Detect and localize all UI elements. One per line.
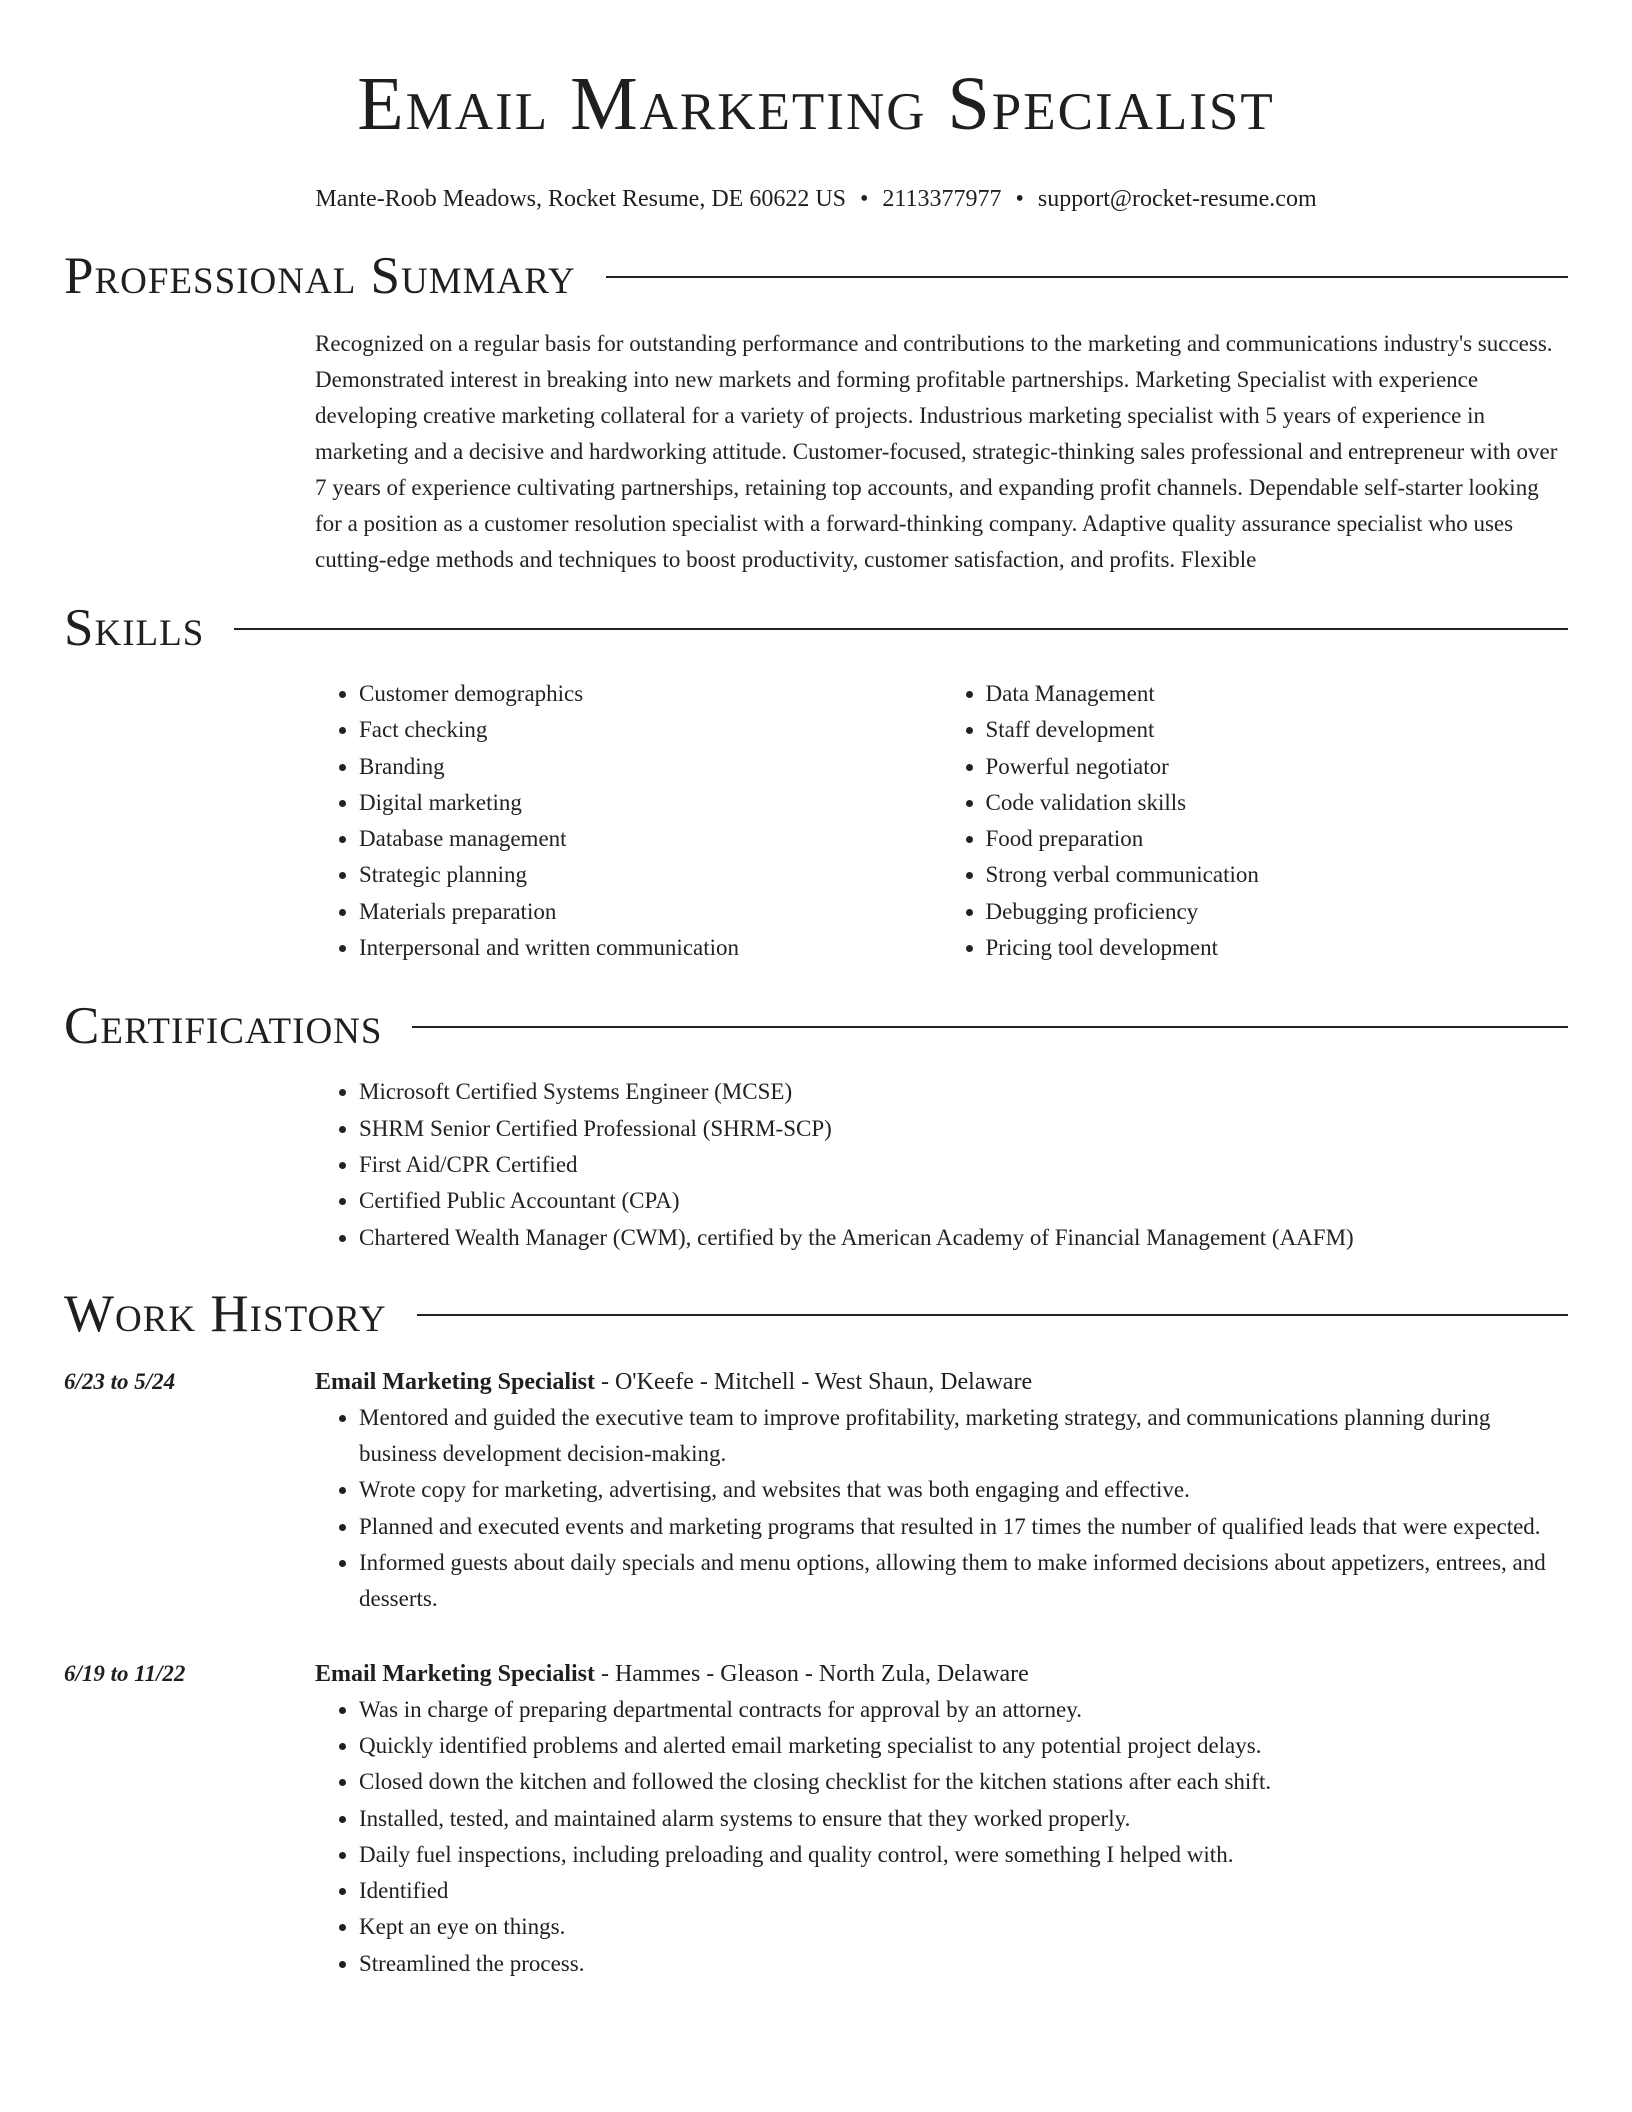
job-dates: 6/19 to 11/22: [64, 1660, 186, 1686]
job-dates: 6/23 to 5/24: [64, 1368, 176, 1394]
skills-list-left: [315, 676, 942, 966]
skill-item: • Digital marketing: [359, 785, 942, 821]
section-divider: [606, 276, 1568, 278]
section-divider: [234, 628, 1568, 630]
skill-item: • Powerful negotiator: [986, 749, 1569, 785]
job-bullet: • Daily fuel inspections, including preloading and quality control, were something I helped with.: [359, 1837, 1568, 1873]
job-details: [315, 1656, 1568, 1982]
section-title: Certifications: [64, 997, 383, 1056]
skill-item: • Staff development: [986, 712, 1569, 748]
skill-item: • Database management: [359, 821, 942, 857]
job-company: - O'Keefe - Mitchell - West Shaun, Delaware: [594, 1368, 1033, 1395]
skill-item: • Interpersonal and written communication: [359, 930, 942, 966]
skills-columns: [315, 676, 1568, 966]
work-history-section: [64, 1286, 1568, 1982]
section-header: [64, 998, 1568, 1054]
job-bullet: • Closed down the kitchen and followed the closing checklist for the kitchen stations after each shift.: [359, 1764, 1568, 1800]
skill-item: • Data Management: [986, 676, 1569, 712]
job-heading: [315, 1656, 1568, 1692]
job-bullet-list: [315, 1692, 1568, 1982]
skill-item: • Branding: [359, 749, 942, 785]
certification-item: • First Aid/CPR Certified: [359, 1147, 1568, 1183]
skill-item: • Strong verbal communication: [986, 857, 1569, 893]
skill-item: • Debugging proficiency: [986, 894, 1569, 930]
section-title: Professional Summary: [64, 247, 576, 305]
job-bullet: • Identified: [359, 1873, 1568, 1909]
certification-item: • Certified Public Accountant (CPA): [359, 1183, 1568, 1219]
job-entry: [64, 1364, 1568, 1618]
skill-item: • Strategic planning: [359, 857, 942, 893]
job-bullet-list: [315, 1400, 1568, 1618]
contact-separator: •: [860, 186, 869, 212]
contact-email: support@rocket-resume.com: [1037, 186, 1317, 212]
skill-item: • Food preparation: [986, 821, 1569, 857]
summary-text: Recognized on a regular basis for outstanding performance and contributions to the marketing and communications industry's success. Demonstrated interest in breaking into new markets and forming profitable partnerships. Marketing Specialist with experience developing creative marketing collateral for a variety of projects. Industrious marketing specialist with 5 years of experience in marketing and a decisive and hardworking attitude. Customer-focused, strategic-thinking sales professional and entrepreneur with over 7 years of experience cultivating partnerships, retaining top accounts, and expanding profit channels. Dependable self-starter looking for a position as a customer resolution specialist with a forward-thinking company. Adaptive quality assurance specialist who uses cutting-edge methods and techniques to boost productivity, customer satisfaction, and profits. Flexible: [315, 331, 1558, 572]
section-header: [64, 600, 1568, 656]
job-entry: [64, 1656, 1568, 1982]
job-bullet: • Quickly identified problems and alerted email marketing specialist to any potential project delays.: [359, 1728, 1568, 1764]
job-bullet: • Kept an eye on things.: [359, 1909, 1568, 1945]
section-header: [64, 1286, 1568, 1342]
job-heading: [315, 1364, 1568, 1400]
candidate-name: Email Marketing Specialist: [357, 62, 1275, 146]
certifications-body: [315, 1074, 1568, 1255]
contact-separator: •: [1015, 186, 1024, 212]
skill-item: • Customer demographics: [359, 676, 942, 712]
job-bullet: • Wrote copy for marketing, advertising, and websites that was both engaging and effective.: [359, 1472, 1568, 1508]
skills-section: [64, 600, 1568, 966]
certifications-section: [64, 998, 1568, 1255]
certification-item: • Chartered Wealth Manager (CWM), certified by the American Academy of Financial Management (AAFM): [359, 1220, 1568, 1256]
skills-list-right: [942, 676, 1569, 966]
job-bullet: • Was in charge of preparing departmental contracts for approval by an attorney.: [359, 1692, 1568, 1728]
summary-section: [64, 248, 1568, 578]
job-bullet: • Planned and executed events and marketing programs that resulted in 17 times the number of qualified leads that were expected.: [359, 1509, 1568, 1545]
skill-item: • Code validation skills: [986, 785, 1569, 821]
job-company: - Hammes - Gleason - North Zula, Delaware: [594, 1660, 1029, 1687]
job-bullet: • Mentored and guided the executive team to improve profitability, marketing strategy, and communications planning during business development decision-making.: [359, 1400, 1568, 1473]
skill-item: • Fact checking: [359, 712, 942, 748]
certification-item: • SHRM Senior Certified Professional (SHRM-SCP): [359, 1111, 1568, 1147]
skill-item: • Materials preparation: [359, 894, 942, 930]
section-divider: [417, 1314, 1568, 1316]
contact-line: [64, 184, 1568, 214]
section-title: Work History: [64, 1284, 387, 1343]
job-bullet: • Installed, tested, and maintained alarm systems to ensure that they worked properly.: [359, 1801, 1568, 1837]
job-details: [315, 1364, 1568, 1618]
contact-address: Mante-Roob Meadows, Rocket Resume, DE 60622 US: [315, 186, 846, 212]
job-bullet: • Streamlined the process.: [359, 1946, 1568, 1982]
skill-item: • Pricing tool development: [986, 930, 1569, 966]
certification-item: • Microsoft Certified Systems Engineer (MCSE): [359, 1074, 1568, 1110]
job-title: Email Marketing Specialist: [315, 1660, 595, 1687]
section-header: [64, 248, 1568, 304]
resume-header: [64, 0, 1568, 214]
section-title: Skills: [64, 599, 205, 657]
contact-phone: 2113377977: [882, 186, 1002, 212]
certifications-list: [315, 1074, 1568, 1255]
section-divider: [412, 1026, 1568, 1028]
job-title: Email Marketing Specialist: [315, 1368, 595, 1395]
job-bullet: • Informed guests about daily specials and menu options, allowing them to make informed decisions about appetizers, entrees, and desserts.: [359, 1545, 1568, 1618]
